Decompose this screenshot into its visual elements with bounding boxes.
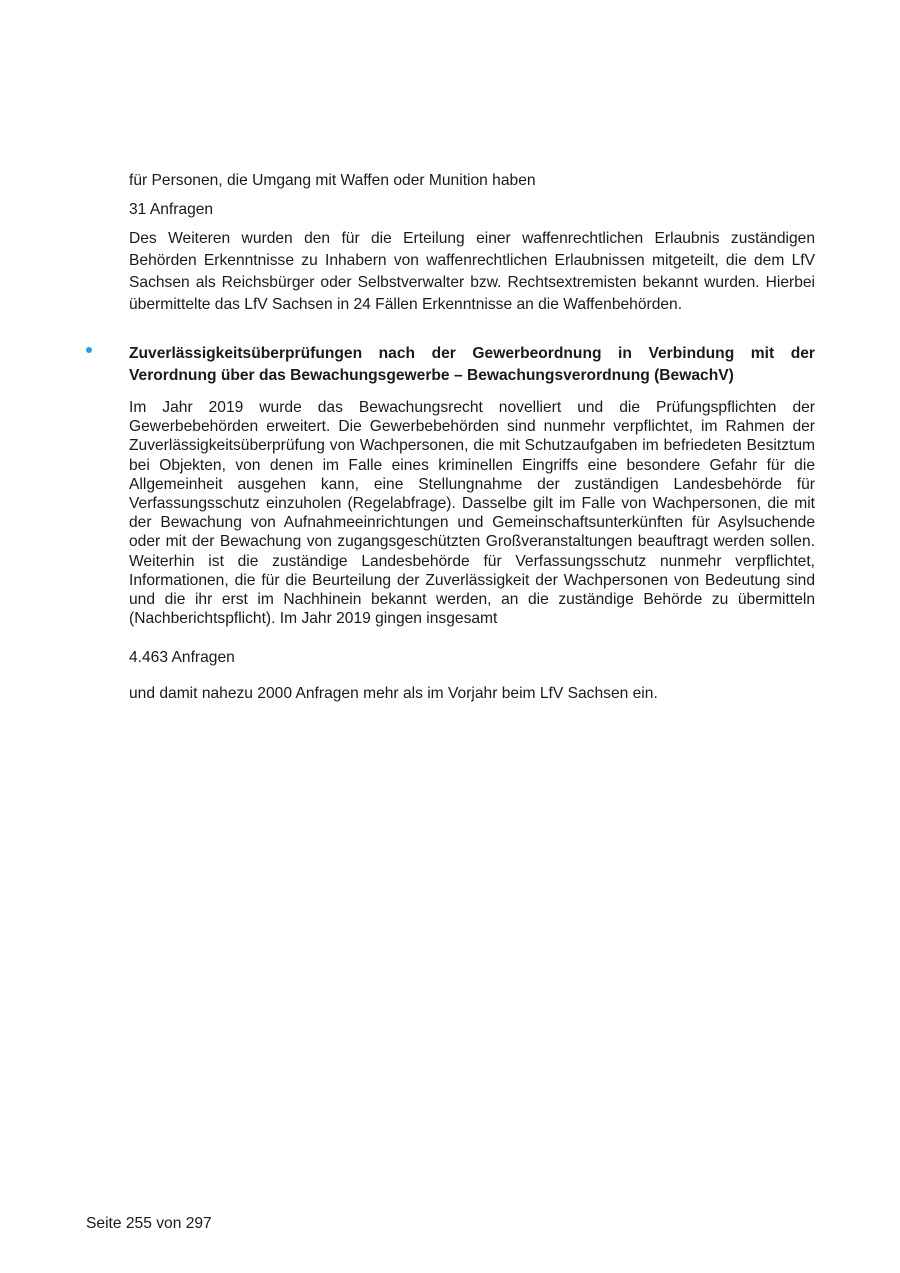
- bullet-icon: [86, 347, 92, 353]
- request-count-1: 31 Anfragen: [129, 201, 214, 218]
- closing-line: und damit nahezu 2000 Anfragen mehr als im Vorjahr beim LfV Sachsen ein.: [129, 685, 658, 702]
- paragraph-weapons-authorities: Des Weiteren wurden den für die Erteilung einer waffenrechtlichen Erlaubnis zuständigen Behörden Erkenntnisse zu Inhabern von waffenrechtlichen Erlaubnissen mitgeteilt, die dem LfV Sachsen als Reichsbürger oder Selbstverwalter bzw. Rechtsextremisten bekannt wurden. Hierbei übermittelte das LfV Sachsen in 24 Fällen Erkenntnisse an die Waffenbehörden.: [129, 230, 815, 313]
- persons-line: für Personen, die Umgang mit Waffen oder Munition haben: [129, 172, 536, 189]
- page-number: Seite 255 von 297: [86, 1214, 212, 1232]
- request-count-2: 4.463 Anfragen: [129, 649, 235, 666]
- section-heading-bewachv: Zuverlässigkeitsüberprüfungen nach der Gewerbeordnung in Verbindung mit der Verordnung über das Bewachungsgewerbe – Bewachungsverordnung (BewachV): [129, 345, 815, 384]
- paragraph-bewachung: Im Jahr 2019 wurde das Bewachungsrecht novelliert und die Prüfungspflichten der Gewerbebehörden erweitert. Die Gewerbebehörden sind nunmehr verpflichtet, im Rahmen der Zuverlässigkeitsüberprüfung von Wachpersonen, die mit Schutzaufgaben im befriedeten Besitztum bei Objekten, von denen im Falle eines kriminellen Eingriffs eine besondere Gefahr für die Allgemeinheit ausgehen kann, eine Stellungnahme der zuständigen Landesbehörde für Verfassungsschutz einzuholen (Regelabfrage). Dasselbe gilt im Falle von Wachpersonen, die mit der Bewachung von Aufnahmeeinrichtungen und Gemeinschaftsunterkünften für Asylsuchende oder mit der Bewachung von zugangsgeschützten Großveranstaltungen beauftragt werden sollen. Weiterhin ist die zuständige Landesbehörde für Verfassungsschutz nunmehr verpflichtet, Informationen, die für die Beurteilung der Zuverlässigkeit der Wachpersonen von Bedeutung sind und die ihr erst im Nachhinein bekannt werden, an die zuständige Behörde zu übermitteln (Nachberichtspflicht). Im Jahr 2019 gingen insgesamt: [129, 399, 815, 628]
